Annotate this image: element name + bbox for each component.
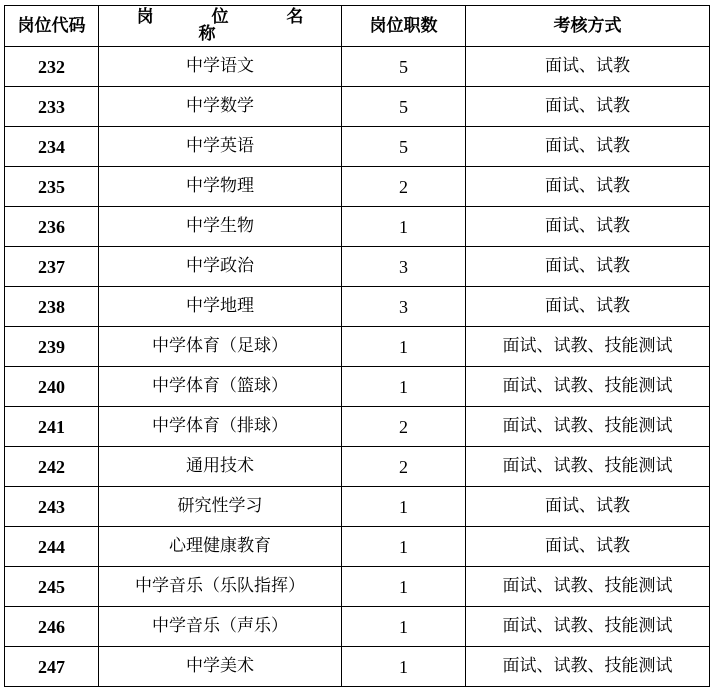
table-row [5,527,710,567]
position-name-cell: 中学物理 [99,167,342,207]
header-row [5,6,710,47]
position-count-cell: 2 [342,407,466,447]
position-code-cell: 245 [5,567,99,607]
assessment-method-cell: 面试、试教 [466,487,710,527]
table-row [5,367,710,407]
position-count-cell: 5 [342,127,466,167]
assessment-method-cell: 面试、试教 [466,207,710,247]
assessment-method-cell: 面试、试教 [466,527,710,567]
assessment-method-cell: 面试、试教、技能测试 [466,607,710,647]
assessment-method-cell: 面试、试教、技能测试 [466,367,710,407]
position-code-cell: 234 [5,127,99,167]
table-row [5,567,710,607]
position-name-cell: 中学音乐（乐队指挥） [99,567,342,607]
position-code-cell: 236 [5,207,99,247]
position-count-cell: 3 [342,287,466,327]
position-code-cell: 242 [5,447,99,487]
position-count-cell: 5 [342,47,466,87]
position-code-cell: 244 [5,527,99,567]
table-row [5,607,710,647]
position-name-cell: 中学地理 [99,287,342,327]
position-code-cell: 237 [5,247,99,287]
table-row [5,447,710,487]
position-code-cell: 233 [5,87,99,127]
position-name-cell: 心理健康教育 [99,527,342,567]
table-row [5,167,710,207]
assessment-method-cell: 面试、试教 [466,167,710,207]
table-row [5,47,710,87]
position-name-cell: 中学美术 [99,647,342,687]
header-position-count: 岗位职数 [342,6,466,47]
table-row [5,327,710,367]
assessment-method-cell: 面试、试教、技能测试 [466,447,710,487]
table-row [5,87,710,127]
assessment-method-cell: 面试、试教、技能测试 [466,327,710,367]
position-code-cell: 241 [5,407,99,447]
position-code-cell: 239 [5,327,99,367]
position-name-cell: 研究性学习 [99,487,342,527]
table-row [5,207,710,247]
position-count-cell: 1 [342,367,466,407]
position-name-cell: 中学音乐（声乐） [99,607,342,647]
assessment-method-cell: 面试、试教 [466,127,710,167]
position-name-cell: 中学语文 [99,47,342,87]
position-code-cell: 238 [5,287,99,327]
position-name-cell: 中学体育（篮球） [99,367,342,407]
position-name-cell: 中学数学 [99,87,342,127]
assessment-method-cell: 面试、试教 [466,87,710,127]
position-name-cell: 中学英语 [99,127,342,167]
position-count-cell: 1 [342,607,466,647]
position-code-cell: 235 [5,167,99,207]
position-code-cell: 232 [5,47,99,87]
assessment-method-cell: 面试、试教、技能测试 [466,647,710,687]
table-row [5,487,710,527]
header-assessment-method: 考核方式 [466,6,710,47]
position-count-cell: 1 [342,207,466,247]
position-count-cell: 1 [342,487,466,527]
positions-table [4,5,710,687]
position-name-cell: 通用技术 [99,447,342,487]
position-count-cell: 1 [342,327,466,367]
assessment-method-cell: 面试、试教 [466,47,710,87]
table-row [5,287,710,327]
assessment-method-cell: 面试、试教 [466,287,710,327]
position-name-cell: 中学体育（足球） [99,327,342,367]
position-count-cell: 2 [342,167,466,207]
table-row [5,247,710,287]
position-count-cell: 5 [342,87,466,127]
assessment-method-cell: 面试、试教 [466,247,710,287]
position-count-cell: 1 [342,647,466,687]
table-row [5,407,710,447]
position-count-cell: 3 [342,247,466,287]
assessment-method-cell: 面试、试教、技能测试 [466,567,710,607]
position-code-cell: 247 [5,647,99,687]
position-code-cell: 240 [5,367,99,407]
table-row [5,647,710,687]
position-name-cell: 中学生物 [99,207,342,247]
position-count-cell: 1 [342,567,466,607]
position-name-cell: 中学政治 [99,247,342,287]
position-count-cell: 2 [342,447,466,487]
position-code-cell: 246 [5,607,99,647]
header-position-name: 岗 位 名 称 [99,6,342,47]
table-row [5,127,710,167]
header-position-code: 岗位代码 [5,6,99,47]
position-code-cell: 243 [5,487,99,527]
position-name-cell: 中学体育（排球） [99,407,342,447]
position-count-cell: 1 [342,527,466,567]
assessment-method-cell: 面试、试教、技能测试 [466,407,710,447]
